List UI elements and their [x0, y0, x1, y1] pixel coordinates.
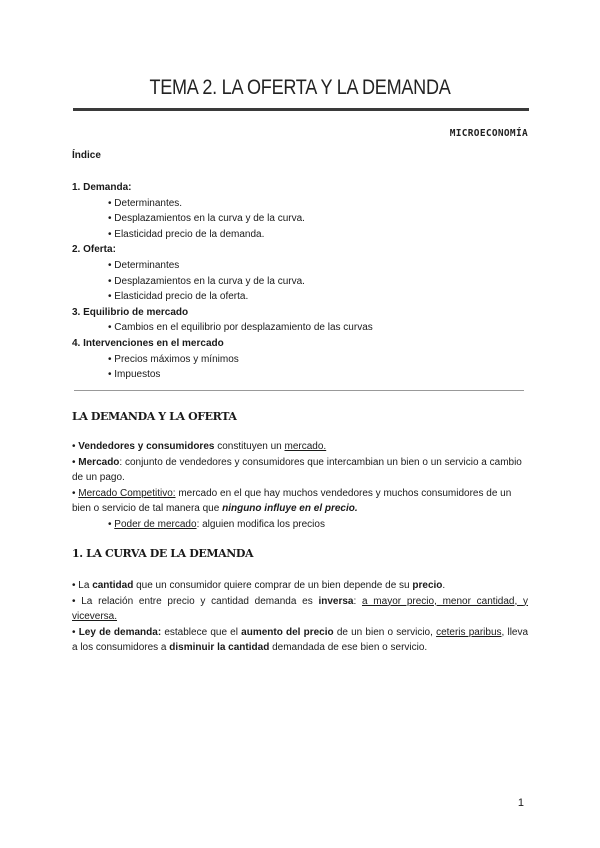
toc-item: • Cambios en el equilibrio por desplazamiento de las curvas	[108, 322, 373, 334]
paragraph: • La cantidad que un consumidor quiere comprar de un bien depende de su precio.	[72, 580, 446, 591]
table-of-contents	[72, 180, 373, 383]
section-heading-curva-demanda: 1. LA CURVA DE LA DEMANDA	[72, 547, 254, 560]
toc-section: 1. Demanda:	[72, 182, 132, 193]
toc-section: 3. Equilibrio de mercado	[72, 306, 189, 318]
toc-item: • Desplazamientos en la curva y de la curva.	[108, 275, 305, 287]
title-divider	[73, 108, 529, 111]
index-divider	[74, 390, 524, 391]
toc-item: • Precios máximos y mínimos	[108, 353, 239, 365]
paragraph: • Poder de mercado: alguien modifica los precios	[108, 518, 325, 530]
toc-item: • Impuestos	[108, 369, 161, 381]
subject-label: MICROECONOMÍA	[449, 128, 528, 139]
section-body-curva-demanda	[72, 578, 528, 656]
section-heading-demanda-oferta: LA DEMANDA Y LA OFERTA	[72, 410, 237, 423]
paragraph: • Mercado: conjunto de vendedores y consumidores que intercambian un bien o un servicio a cambio de un pago.	[72, 456, 522, 484]
section-body-demanda-oferta	[72, 439, 528, 533]
toc-item: • Elasticidad precio de la demanda.	[108, 228, 265, 240]
toc-item: • Determinantes.	[108, 197, 183, 209]
paragraph: • La relación entre precio y cantidad demanda es inversa: a mayor precio, menor cantidad, y viceversa.	[72, 595, 529, 623]
toc-item: • Determinantes	[108, 259, 180, 271]
document-title: TEMA 2. LA OFERTA Y LA DEMANDA	[149, 76, 451, 99]
paragraph: • Ley de demanda: establece que el aumento del precio de un bien o servicio, ceteris paribus, lleva a los consumidores a disminuir la cantidad demandada de ese bien o servicio.	[72, 626, 529, 654]
paragraph: • Vendedores y consumidores constituyen un mercado.	[72, 441, 327, 452]
toc-section: 2. Oferta:	[72, 244, 116, 256]
toc-section: 4. Intervenciones en el mercado	[72, 337, 224, 349]
index-heading: Índice	[72, 150, 101, 161]
paragraph: • Mercado Competitivo: mercado en el que hay muchos vendedores y muchos consumidores de un bien o servicio de tal manera que ninguno influye en el precio.	[72, 487, 512, 515]
link-mercado: mercado.	[284, 441, 327, 452]
page-number: 1	[517, 797, 524, 809]
toc-item: • Elasticidad precio de la oferta.	[108, 291, 249, 303]
toc-item: • Desplazamientos en la curva y de la curva.	[108, 213, 305, 225]
